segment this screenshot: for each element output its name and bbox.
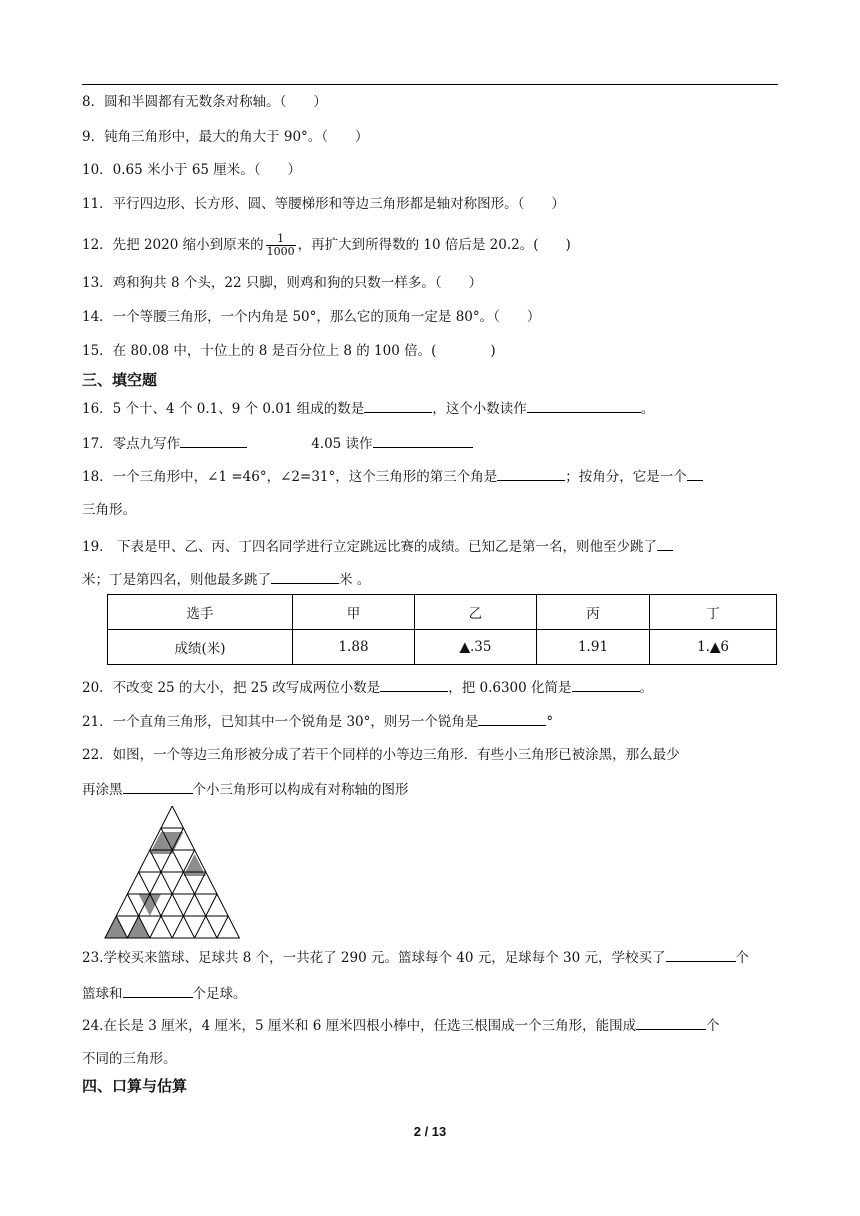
section-4-heading: 四、口算与估算 — [82, 1077, 188, 1095]
q23-text-c: 篮球和 — [82, 986, 123, 1002]
table-row — [108, 630, 777, 665]
shaded-triangle — [127, 916, 149, 938]
table-header-cell: 丙 — [537, 595, 650, 630]
question-12-text-a: 12．先把 2020 缩小到原来的 — [82, 237, 264, 253]
answer-blank[interactable] — [123, 779, 193, 794]
q22-text-c: 个小三角形可以构成有对称轴的图形 — [192, 782, 409, 798]
q16-text-b: ，这个小数读作 — [432, 401, 527, 417]
question-12 — [82, 233, 571, 258]
cell-text: 6 — [720, 639, 729, 655]
q20-text-a: 20．不改变 25 的大小，把 25 改写成两位小数是 — [82, 680, 381, 696]
q16-text-a: 16．5 个十、4 个 0.1、9 个 0.01 组成的数是 — [82, 401, 365, 417]
fraction — [266, 233, 296, 258]
answer-blank[interactable] — [657, 536, 673, 551]
question-14: 14．一个等腰三角形，一个内角是 50°，那么它的顶角一定是 80°。（ ） — [82, 309, 541, 325]
question-19-cont — [82, 569, 370, 590]
table-cell — [415, 630, 537, 665]
q23-text-b: 个 — [735, 950, 750, 966]
answer-blank[interactable] — [497, 466, 565, 481]
question-23-cont — [82, 983, 247, 1004]
question-12-text-b: ，再扩大到所得数的 10 倍后是 20.2。( ) — [297, 237, 571, 253]
question-19 — [82, 536, 673, 557]
table-header-cell: 选手 — [108, 595, 293, 630]
grid-line — [217, 916, 228, 938]
q19-text-b: 米；丁是第四名，则他最多跳了 — [82, 572, 271, 588]
table-cell: 1.91 — [537, 630, 650, 665]
question-16 — [82, 398, 654, 419]
q24-text-b: 个 — [706, 1018, 720, 1034]
q21-text-b: ° — [546, 714, 554, 730]
question-18-cont: 三角形。 — [82, 502, 136, 518]
question-24 — [82, 1015, 720, 1036]
question-9: 9．钝角三角形中，最大的角大于 90°。（ ） — [82, 129, 369, 145]
section-3-heading: 三、填空题 — [82, 371, 158, 389]
q18-text-a: 18．一个三角形中，∠1 =46°，∠2=31°，这个三角形的第三个角是 — [82, 469, 498, 485]
hidden-digit-mark: ▲ — [459, 639, 470, 655]
q19-text-c: 米 。 — [339, 572, 371, 588]
answer-blank[interactable] — [687, 466, 703, 481]
shaded-triangle — [105, 916, 127, 938]
grid-lines — [105, 806, 239, 938]
answer-blank[interactable] — [373, 433, 473, 448]
answer-blank[interactable] — [271, 569, 339, 584]
q22-text-b: 再涂黑 — [82, 782, 123, 798]
answer-blank[interactable] — [380, 677, 448, 692]
answer-blank[interactable] — [527, 398, 641, 413]
answer-blank[interactable] — [666, 947, 736, 962]
q17-text-a: 17．零点九写作 — [82, 436, 181, 452]
question-13: 13．鸡和狗共 8 个头，22 只脚，则鸡和狗的只数一样多。（ ） — [82, 275, 483, 291]
answer-blank[interactable] — [123, 983, 193, 998]
question-22: 22．如图，一个等边三角形被分成了若干个同样的小等边三角形．有些小三角形已被涂黑，那么最少 — [82, 747, 680, 763]
q23-text-a: 23.学校买来篮球、足球共 8 个，一共花了 290 元。篮球每个 40 元，足球每个 30 元，学校买了 — [82, 950, 666, 966]
scores-table — [107, 594, 777, 665]
q20-text-c: 。 — [639, 680, 654, 696]
answer-blank[interactable] — [636, 1015, 706, 1030]
q17-text-b: 4.05 读作 — [311, 436, 373, 452]
cell-text: 1. — [697, 639, 710, 655]
answer-blank[interactable] — [364, 398, 432, 413]
table-row-label: 成绩(米) — [108, 630, 293, 665]
question-11: 11．平行四边形、长方形、圆、等腰梯形和等边三角形都是轴对称图形。（ ） — [82, 196, 565, 212]
triangle-grid-figure — [100, 806, 246, 940]
q23-text-d: 个足球。 — [192, 986, 247, 1002]
question-22-cont — [82, 779, 409, 800]
q24-text-a: 24.在长是 3 厘米，4 厘米，5 厘米和 6 厘米四根小棒中，任选三根围成一个三角形，能围成 — [82, 1018, 637, 1034]
question-8: 8．圆和半圆都有无数条对称轴。（ ） — [82, 94, 327, 110]
grid-line — [161, 828, 217, 938]
shaded-triangle — [139, 894, 161, 916]
q16-text-c: 。 — [640, 401, 655, 417]
question-21 — [82, 711, 553, 732]
question-10: 10．0.65 米小于 65 厘米。（ ） — [82, 162, 302, 178]
question-17 — [82, 433, 473, 454]
fraction-denominator: 1000 — [266, 245, 295, 258]
page-number: 2 / 13 — [413, 1124, 447, 1139]
question-24-cont: 不同的三角形。 — [82, 1051, 177, 1067]
answer-blank[interactable] — [478, 711, 546, 726]
table-header-cell: 丁 — [650, 595, 777, 630]
question-18 — [82, 466, 703, 487]
q20-text-b: ，把 0.6300 化简是 — [448, 680, 572, 696]
answer-blank[interactable] — [572, 677, 640, 692]
q18-text-b: ；按角分，它是一个 — [565, 469, 687, 485]
header-rule — [82, 84, 778, 85]
question-20 — [82, 677, 653, 698]
cell-text: .35 — [469, 639, 492, 655]
shaded-triangles-grid — [105, 832, 206, 938]
question-15: 15．在 80.08 中，十位上的 8 是百分位上 8 的 100 倍。( ) — [82, 343, 496, 359]
table-header-cell: 甲 — [293, 595, 415, 630]
q21-text-a: 21．一个直角三角形，已知其中一个锐角是 30°，则另一个锐角是 — [82, 714, 479, 730]
fraction-numerator: 1 — [266, 233, 296, 246]
table-header-cell: 乙 — [415, 595, 537, 630]
q19-text-a: 19． 下表是甲、乙、丙、丁四名同学进行立定跳远比赛的成绩。已知乙是第一名，则他至少跳了 — [82, 539, 657, 555]
table-cell: 1.88 — [293, 630, 415, 665]
table-header-row — [108, 595, 777, 630]
question-23 — [82, 947, 749, 968]
hidden-digit-mark: ▲ — [709, 639, 721, 655]
table-cell — [650, 630, 777, 665]
answer-blank[interactable] — [180, 433, 247, 448]
